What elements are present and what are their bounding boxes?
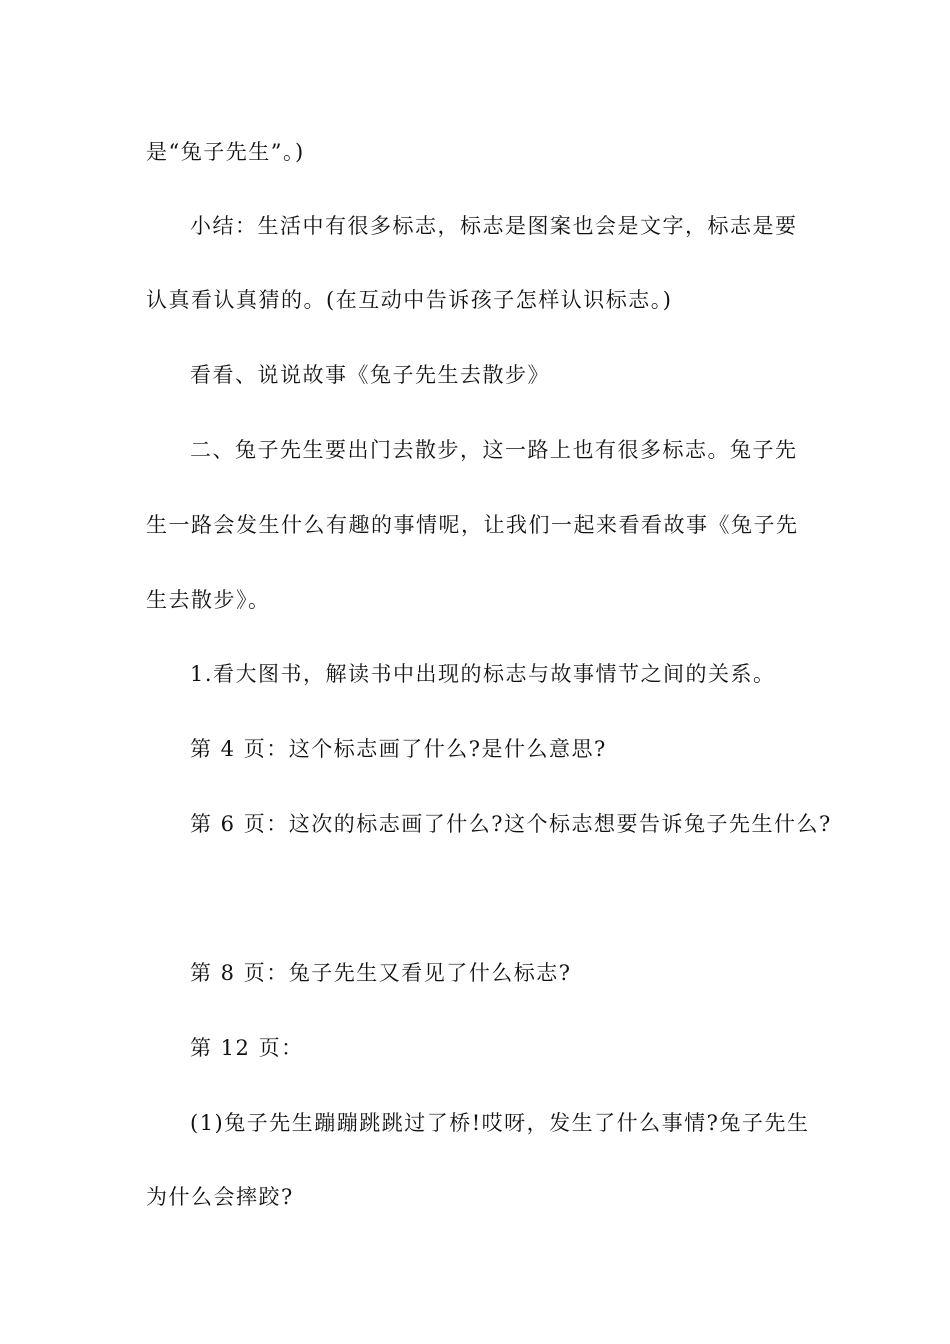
section-two-line-2: 生一路会发生什么有趣的事情呢，让我们一起来看看故事《兔子先 [146,513,799,537]
page-12-item-1-line-1: (1)兔子先生蹦蹦跳跳过了桥!哎呀，发生了什么事情?兔子先生 [190,1111,810,1135]
summary-paragraph-line-1: 小结：生活中有很多标志，标志是图案也会是文字，标志是要 [190,214,798,238]
page-12-item-1-line-2: 为什么会摔跤? [146,1185,294,1209]
text-line-1: 是“兔子先生”。) [146,140,305,164]
summary-paragraph-line-2: 认真看认真猜的。(在互动中告诉孩子怎样认识标志。) [146,288,673,312]
page-12-heading: 第 12 页： [190,1036,304,1060]
page-4-question: 第 4 页：这个标志画了什么?是什么意思? [190,737,607,761]
section-two-line-3: 生去散步》。 [146,588,271,612]
section-heading: 看看、说说故事《兔子先生去散步》 [190,363,550,387]
section-two-line-1: 二、兔子先生要出门去散步，这一路上也有很多标志。兔子先 [190,438,798,462]
page-8-question: 第 8 页：兔子先生又看见了什么标志? [190,961,572,985]
step-one: 1.看大图书，解读书中出现的标志与故事情节之间的关系。 [190,662,776,686]
page-6-question: 第 6 页：这次的标志画了什么?这个标志想要告诉兔子先生什么? [190,812,832,836]
